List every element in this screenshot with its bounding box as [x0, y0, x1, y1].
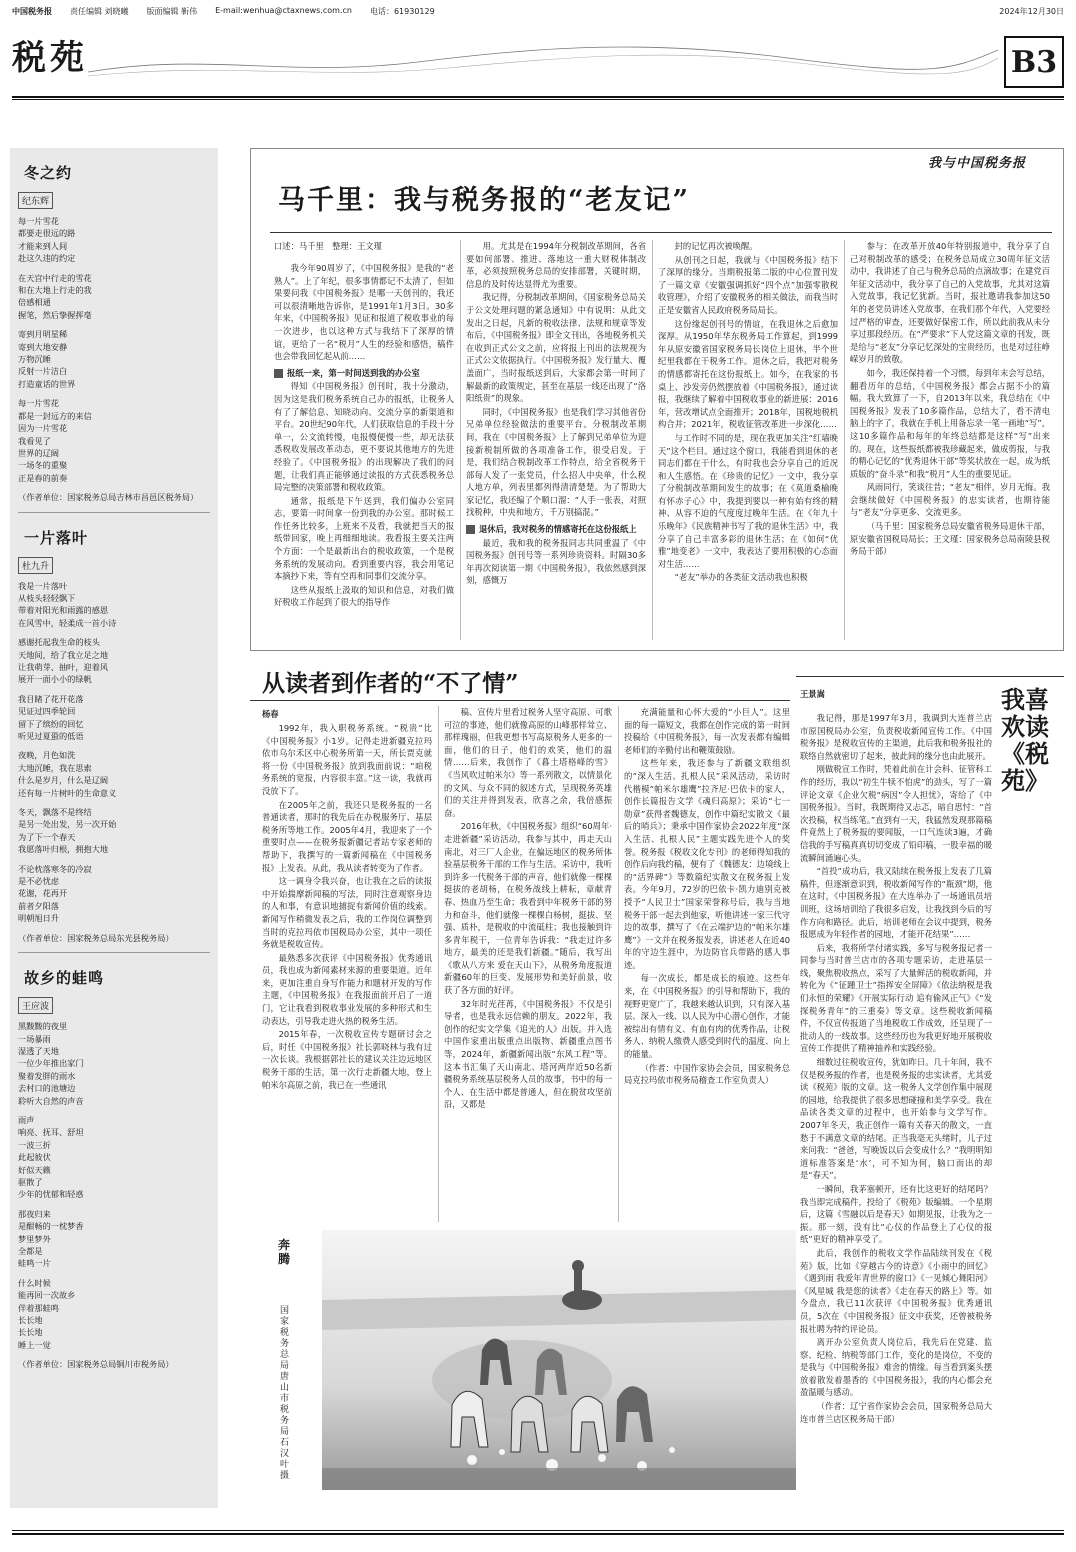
paragraph: 我记得，那是1997年3月，我调到大连普兰店市原国税局办公室，负责税收新闻宣传工作。《中国税务报》是税收宣传的主渠道，此后我和税务报社的联络自然就密切了起来，彼此间的缘分也由此展开。 [800, 713, 992, 761]
poem-line: 驱散了 [18, 1176, 43, 1187]
poem-title: 一片落叶 [24, 528, 89, 547]
header-rule [12, 96, 1064, 98]
title-rule [796, 676, 1064, 677]
poem-author: 纪东辉 [18, 192, 53, 209]
poem-line: 夜晚，月色如洗 [18, 750, 76, 761]
poem-line: 是酣畅的一枕梦香 [18, 1221, 84, 1232]
poem-line: 不论枕落寒冬的冷寂 [18, 863, 92, 874]
poem-line: 见证过四季轮回 [18, 706, 76, 717]
decorative-flourish [88, 32, 998, 82]
poem-line: 大地沉睡，我在思索 [18, 762, 92, 773]
paragraph: （作者：中国作家协会会员，国家税务总局克拉玛依市税务局稽查工作室负责人） [624, 1062, 790, 1086]
article-column [466, 240, 646, 640]
poem-line: 握笔，然后挚握挥毫 [18, 309, 92, 320]
paragraph: 刚做税宣工作时，凭着此前在计会科、征管科工作的经历，我以“初生牛犊不怕虎”的劲头，写了一篇评论文章《企业欠税“病因”令人担忧》，寄给了《中国税务报》。当时，我既期待又忐忑，暗自思忖：“首次投稿，权当练笔。”直到有一天，我猛然发现那篇稿件竟然上了税务报的要闻版，一口气连读3遍，才确信我的手写稿真真切切变成了铅印稿，一股幸福的暖流瞬间涌遍心头。 [800, 764, 992, 863]
poem-line: 响亮、抚耳、舒坦 [18, 1127, 84, 1138]
poem-line: 为了下一个春天 [18, 831, 76, 842]
paragraph: 每一次成长，都是成长的痕迹。这些年来，在《中国税务报》的引导和帮助下，我的视野更宽广了，我越来越认识到，只有深入基层、深入一线、以人民为中心潜心创作，才能被综出有情有义、有血有肉的优秀作品，让税务人、纳税人缴费人感受到时代的温度、向上的能量。 [624, 973, 790, 1060]
article-title: 马千里：我与税务报的“老友记” [278, 185, 691, 216]
poem-line: 冬天，飘落不是终结 [18, 807, 92, 818]
footer-rule [12, 1530, 1064, 1531]
poem-author: 王应波 [18, 997, 53, 1014]
article-column [624, 706, 790, 1222]
poem-column [10, 148, 218, 1508]
subheading-text: 报纸一来，第一时间送到我的办公室 [287, 367, 420, 378]
paragraph: 后来，我将所学付诸实践，多写与税务报记者一同参与当时普兰店市的各项专题采访，走进基层一线，聚焦税收热点，采写了大量鲜活的税收新闻，并转化为《“征踵卫士”指挥安全屏障》《依法纳税是我们永恒的荣耀》《开展实际行动 追有偷风正气》《“发探税务青年”的三重奏》等文章。这些税收新闻稿件，不仅宣传报道了当地税收工作成效，还呈现了一批动人的一线故事。这些经历也为我更好地开展税收宣传工作提供了精神抽养和实践经验。 [800, 942, 992, 1054]
poem-line: 我目睹了花开花落 [18, 693, 84, 704]
poem-line: 一场暴雨 [18, 1033, 51, 1044]
paragraph: 这份缘起创刊号的情谊，在我退休之后愈加深厚。从1950年华东税务局工作算起，到1999年从原安徽省国家税务局长岗位上退休，半个世纪里我都在干税务工作。退休之后，我把对税务的情感都寄托在这份报纸上。如今，在我家的书桌上、沙发旁仍然摆放着《中国税务报》，通过读报，我继续了解着中国税收事业的新进展：2016年，营改增试点全面推开；2018年，国税地税机构合并；2021年，税收征管改革进一步深化…… [658, 318, 838, 430]
poem-line: 一波三折 [18, 1139, 51, 1150]
paragraph: 稿、宣传片里看过税务人坚守高原、可歌可泣的事迹，他们就像高原的山峰那样耸立、那样瑰丽，但我更想书写高原税务人更多的一面，他们的日子，他们的欢笑，他们的温情……后来，我创作了《暮土塔格峰的雪》《当风吹过帕米尔》等一系列散文，以情景化的文风、与众不同的叙述方式，呈现税务英雄们的关注并得到发表，欣喜之余，我倍感振奋。 [444, 707, 612, 818]
article-column [850, 240, 1050, 640]
column-divider [844, 240, 845, 640]
phone: 电话：61930129 [369, 7, 435, 16]
article-column [800, 712, 992, 1522]
paragraph: 细数过往税收宣传，犹如昨日。几十年间，我不仅是税务报的作者，也是税务报的忠实读者，尤其爱读《税苑》版的文章。这一税务人文学创作集中展现的园地，给我提供了很多思想碰撞和美学享受。我在品读各类文章的过程中，也开始参与文学写作。2007年冬天，我正创作一篇有关春天的散文，一直愁于不满意文章的结尾。正当我毫无头绪时，儿子过来问我：“爸爸，写晚饭以后会变成什么？”我明明知道标准答案是‘水’，可不知为何，脑口而出的却是“春天”。 [800, 1057, 992, 1181]
poem-separator [18, 512, 210, 513]
paragraph: 通常，报纸是下午送到，我们偏办公室同志，要第一时间拿一份到我的办公室。那时候工作任务比较多，上班来不及看，我就把当天的报纸带回家，晚上再细细地读。我看报主要关注两个方面：一个是最新出台的税收政策，一个是税务系统的发展动向。看到重要内容，我会用笔记本摘抄下来，等有空再和同事们交流分享。 [274, 495, 454, 582]
poem-line: 明朝旭日升 [18, 913, 59, 924]
paragraph: 32年时光荏苒，《中国税务报》不仅是引导者，也是我永远信赖的朋友。2022年，我创作的纪实文学集《追光的人》出版。并入选中国作家重出版重点出版物、新疆重点图书等，2024年，新疆新闻出版“东风工程”等。这本书汇集了天山南北、塔河两岸近50名新疆税务系统基层税务人员的故事，书中的每一个人、在生活中都是普通人，但在脱贫攻坚前沿，又都是 [444, 998, 612, 1110]
paragraph: 一瞬间，我茅塞顿开，还有比这更好的结尾吗？我当即完成稿件，投给了《税苑》版编辑。一个星期后，这篇《雪融以后是春天》如期见报，让我为之一振。那一刻，没有比“心仪的作品登上了心仪的报纸”更好的精神享受了。 [800, 1183, 992, 1245]
poem-stanza [18, 863, 210, 925]
poem-line: 倍感相通 [18, 297, 51, 308]
poem-line: 展开一面小小的绿帆 [18, 674, 92, 685]
poem-line: 能再回一次故乡 [18, 1290, 76, 1301]
article-author: 杨春 [262, 709, 279, 719]
poem-line: 伴着那蛙鸣 [18, 1302, 59, 1313]
poem-line: 感谢托起我生命的枝头 [18, 637, 100, 648]
subheading [466, 523, 646, 536]
article-column [262, 722, 432, 1222]
paragraph: 与工作时不同的是，现在我更加关注“红墙晚天”这个栏目。通过这个窗口，我能看到退休的老同志们都在干什么，有时我也会分享自己的近况和人生感悟。在《珍贵的记忆》一文中，我分享了分税制改革期间发生的故事；在《莫道桑榆晚 有怀赤子心》中，我提到要以一种有始有终的精神、从容不迫的气度度过晚年生活。在《年九十 乐晚年》《民族精神书写了我的退休生活》中，我分享了自己丰富多彩的退休生活；在《如何“优雅”地变老》一文中，我表达了要用积极的心态面对生活…… [658, 432, 838, 569]
paragraph: 在2005年之前，我还只是税务报的一名普通读者，那时的我先后在办税服务厅、基层税务所等地工作。2005年4月，我迎来了一个重要时点——在税务报新疆记者站专家老师的帮助下，我撰写的一篇新闻稿在《中国税务报》上发表。从此，我从读者转变为了作者。 [262, 799, 432, 873]
paragraph: “首投”成功后，我又陆续在税务报上发表了几篇稿件，但逐渐意识到，税收新闻写作的“瓶颈”期，他在这时，《中国税务报》在大连举办了一场通讯员培训班，这场培训给了我很多启发，让我找到今后的写作方向和路径。此后，培训老师在会议中提到，税务报愿成为年轻作者的园地，才能开花结果”…… [800, 866, 992, 940]
poem-author-note: （作者单位：国家税务总局东光县税务局） [18, 932, 174, 943]
poem-line: 是不必忧虑 [18, 876, 59, 887]
paragraph: 我今年90周岁了，《中国税务报》是我的“老熟人”。上了年纪，很多事情都记不太清了，但如果要问我《中国税务报》是哪一天创刊的，我还可以很清晰地告诉你，是1991年1月3日。30多年来，《中国税务报》见证和报道了税收事业的每一次进步，也以这种方式与我结下了深厚的情谊，更给了一名“税月”人生的经验和感悟，稿件也会带我回忆起从前…… [274, 263, 454, 362]
poem-stanza [18, 1020, 210, 1107]
poem-stanza [18, 1114, 210, 1201]
header-rule-thin [12, 99, 1064, 100]
column-divider [460, 240, 461, 640]
paragraph: 得知《中国税务报》创刊时，我十分激动，因为这是我们税务系统自己办的报纸，让税务人有了了解信息、知晓动向、交流分享的新渠道和平台。20世纪90年代，人们获取信息的手段十分单一，公文流转慢，电报慢便慢一些，却无法获悉税收发展改革动态，更不要说其他地方的先进经验了。《中国税务报》的出现解决了我们的问题，让我们真正能够通过读报的方式获悉税务总局完整的决策部署和税收政策。 [274, 381, 454, 493]
poem-line: 我是一片落叶 [18, 580, 68, 591]
paragraph: 2015年春，一次税收宣传专题研讨会之后，时任《中国税务报》社长郭晓林与我有过一次长谈。我根据郭社长的建议关注边远地区税务干部的生活，第一次行走新疆大地，登上帕米尔高原之前，我已在一些通讯 [262, 1029, 432, 1090]
poem-line: 好似天籁 [18, 1164, 51, 1175]
paragraph: 这一调身令我兴奋，也让我在之后的读报中开始揣摩新闻稿的写法，同时注意观察身边的人和事，有意识地捕捉有新闻价值的线索。新闻写作稍微发表之后，我的工作岗位调整到当时的克拉玛依市国税局办公室，其中一项任务就是税收宣传。 [262, 876, 432, 950]
paragraph: 充满能量和心怀大爱的“小巨人”。这里面的每一篇短文，我都在创作完成的第一时间投稿给《中国税务报》，每一次发表都有编辑老师们的辛勤付出和鞭策鼓励。 [624, 707, 790, 755]
poem-line: 天地间，给了我立足之地 [18, 649, 109, 660]
poem-line: 睡上一觉 [18, 1339, 51, 1350]
poem-line: 每一片雪花 [18, 398, 59, 409]
poem-line: 寄到大地安静 [18, 341, 68, 352]
poem-line: 那夜归来 [18, 1208, 51, 1219]
poem-stanza [18, 693, 210, 743]
paragraph: 2016年秋，《中国税务报》组织“60周年·走进新疆”采访活动，我参与其中，再走天山南北，对三厂人企业，在偏远地区的税务所体验基层税务干部的工作与生活。采访中，我听到许多一代税务干部的声音，他们就像一棵棵挺拔的老胡杨，在税务战线上耕耘，章献青春、热血乃至生命；我看到中年税务干部的努力和奋斗，他们就像一棵棵白杨树，挺拔、坚强、质朴，是税收的中流砥柱；我也接触到许多青年税干，一位青年告诉我：“我走过许多地方，最美的还是我们新疆。”随后，我写出《歌从八方来 爱在天山下》，从税务角度报道新疆60年的巨变、发展形势和美好前景，收获了各方面的好评。 [444, 821, 612, 996]
issue-date: 2024年12月30日 [999, 7, 1064, 16]
article-column [274, 262, 454, 640]
poem-author-note: （作者单位：国家税务总局吉林市昌邑区税务局） [18, 492, 199, 503]
subheading [274, 367, 454, 380]
title-rule [250, 700, 790, 701]
poem-line: 我看见了 [18, 435, 51, 446]
poem-stanza [18, 1208, 210, 1270]
poem-line: 什么是岁月，什么是辽阔 [18, 775, 109, 786]
poem-line: 听见过夏蛩的低语 [18, 731, 84, 741]
paragraph: 离开办公室负责人岗位后，我先后在党建、监察、纪检、纳税等部门工作，变化的是岗位，不变的是我与《中国税务报》难舍的情缘。每当看到案头摆放着散发着墨香的《中国税务报》，我的内心都会充盈温暖与感动。 [800, 1337, 992, 1398]
poem-line: 万物沉睡 [18, 354, 51, 365]
poem-line: 什么时候 [18, 1277, 51, 1288]
poem-line: 我愿落叶归根，拥抱大地 [18, 844, 109, 855]
poem-line: 反射一片洁白 [18, 366, 68, 377]
poem-line: 和在大地上行走的我 [18, 285, 92, 296]
poem-line: 少年的忧郁和轻惑 [18, 1189, 84, 1200]
poem-line: 每一片雪花 [18, 216, 59, 226]
poem-stanza [18, 1277, 210, 1351]
poem-line: 是另一处出发，另一次开始 [18, 819, 117, 830]
poem-line: 因为一片雪花 [18, 423, 68, 434]
poem-line: 湿透了天地 [18, 1045, 59, 1056]
poem-line: 还有每一片树叶的生命意义 [18, 787, 117, 798]
poem-title: 故乡的蛙鸣 [24, 969, 105, 988]
paper-name: 中国税务报 [12, 7, 52, 16]
poem-stanza [18, 272, 210, 322]
poem-line: 打造童话的世界 [18, 378, 76, 389]
column-divider [618, 706, 619, 1222]
poem-line: 去村口的池塘边 [18, 1083, 76, 1094]
poem-line: 雨声 [18, 1114, 35, 1125]
subheading-text: 退休后，我对税务的情感寄托在这份报纸上 [479, 524, 637, 535]
poem-line: 黑黢黢的夜里 [18, 1021, 68, 1032]
page-number: B3 [1004, 36, 1064, 88]
paragraph: 如今，我还保持着一个习惯，每到年末会写总结，翻看历年的总结，《中国税务报》都会占据不小的篇幅。我大致算了一下，自2013年以来，我总结在《中国税务报》发表了10多篇作品，总结大了，看不清电脑上的字了，我就在手机上用备忘录一笔一画地“写”，这10多篇作品和每年的年终总结都是这样“写”出来的。现在，这些报纸都被我珍藏起来，做成剪报，与我的精心记忆的“优秀退休干部”等奖状放在一起，成为纸质版的“奋斗录”和我“税月”人生的重要见证。 [850, 367, 1050, 479]
poem-line: 全都是 [18, 1246, 43, 1256]
editor-credit: 责任编辑 刘晓曦 [70, 7, 129, 16]
poem-line: 才能来到人间 [18, 240, 68, 251]
photo-caption: 奔腾 [278, 1238, 291, 1266]
article-column [658, 240, 838, 640]
poem-line: 长长地 [18, 1315, 43, 1326]
paragraph: 参与：在改革开放40年特别报道中，我分享了自己对税制改革的感受；在税务总局成立30周年征文活动中，我讲述了自己与税务总局的点滴故事；在建党百年征文活动中，我分享了自己的入党故事，尤其对这篇入党故事，我记忆犹新。当时，报社邀请我参加这50年的老党员讲述入党故事，在我们那个年代，入党要经过严格的审查，还要做好保密工作，所以此前我从未分享过那段经历。在“严要求”下人党这篇文章的刊发，既是给与“老友”分享记忆深处的宝贵经历，也是对过往峥嵘岁月的致敬。 [850, 241, 1050, 365]
poem-line: 一场冬的重聚 [18, 460, 68, 471]
poem-line: 都是一封远方的来信 [18, 410, 92, 421]
paragraph: 封的记忆再次被唤醒。 [674, 241, 758, 251]
paragraph: 此后，我创作的税收文学作品陆续刊发在《税苑》版，比如《穿越古今的诗意》《小雨中的回忆》《遇到雨 我爱年青世界的窗口》《一见倾心舞阳河》《风星城 我是您的读者》《走在春天的路上》等。如今盘点，我已11次获评《中国税务报》优秀通讯员，5次在《中国税务报》征文中获奖，还曾被税务报社聘为特约评论员。 [800, 1247, 992, 1334]
poem-stanza [18, 328, 210, 390]
article-column [444, 706, 612, 1222]
poem-line: 正是春的前奏 [18, 472, 68, 483]
subheading-icon [466, 525, 475, 534]
poem-line: 梦里梦外 [18, 1233, 51, 1244]
poem-line: 从枝头轻轻飘下 [18, 592, 76, 603]
column-logo: 我与中国税务报 [928, 156, 1027, 171]
paragraph: 从创刊之日起，我就与《中国税务报》结下了深厚的缘分。当期税报第二版的中心位置刊发了一篇文章《安徽强调抓好“四个点”加强零散税收管理》，介绍了安徽税务的相关做法，而我当时正是安徽省人民政府税务局局长。 [658, 254, 838, 315]
section-title: 税苑 [12, 38, 88, 78]
poem-line: 此起彼伏 [18, 1152, 51, 1163]
poem-line: 在天宫中行走的雪花 [18, 272, 92, 283]
poem-stanza [18, 215, 210, 265]
poem-author-note: （作者单位：国家税务总局铜川市税务局） [18, 1359, 174, 1370]
paragraph: （作者：辽宁省作家协会会员，国家税务总局大连市普兰店区税务局干部） [800, 1401, 992, 1424]
title-rule [270, 232, 1052, 233]
paragraph: （马千里：国家税务总局安徽省税务局退休干部，原安徽省国税局局长；王文瑾：国家税务总局南陵县税务局干部） [850, 521, 1050, 557]
paragraph: 1992年，我入职税务系统。“税贵”比《中国税务报》小1岁。记得走进新疆克拉玛依市乌尔禾区中心税务所第一天，所长贾克就将一份《中国税务报》放到我面前说：“咱税务系统的宽报，内容很丰富。”这一读，我就再没放下了。 [262, 723, 432, 796]
poem-stanza [18, 397, 210, 484]
poem-line: 寄到月明星稀 [18, 329, 68, 340]
poem-line: 在风雪中，轻柔成一首小诗 [18, 617, 117, 628]
email: E-mail:wenhua@ctaxnews.com.cn [215, 6, 352, 15]
poem-line: 留下了缤纷的回忆 [18, 718, 84, 729]
article-author: 王景嵩 [800, 689, 825, 699]
paragraph: 用。尤其是在1994年分税制改革期间，各省要如何部署、推进、落地这一重大财税体制改革，必须按照税务总局的安排部署，关键时期，信息的及时传达显得尤为重要。 [466, 241, 646, 289]
poem-line: 世界的辽阔 [18, 447, 59, 458]
paragraph: “老友”举办的各类征文活动我也积极 [674, 572, 808, 583]
poem-line: 花谢，花再开 [18, 888, 68, 899]
poem-line: 长长地 [18, 1327, 43, 1338]
article-byline: 口述：马千里 整理：王文瑾 [274, 241, 382, 251]
footer-rule-thick [12, 1533, 1064, 1535]
poem-line: 让我萌芽、抽叶，迎着风 [18, 661, 109, 672]
poem-stanza [18, 749, 210, 799]
column-divider [438, 706, 439, 1222]
horses-photo [322, 1230, 796, 1490]
article-title: 从读者到作者的“不了情” [262, 670, 519, 697]
poem-stanza [18, 806, 210, 856]
poem-line: 赴这久违的约定 [18, 253, 76, 264]
poem-stanza [18, 636, 210, 686]
poem-separator [18, 952, 210, 953]
poem-title: 冬之约 [24, 164, 73, 182]
paragraph: 这些从报纸上汲取的知识和信息，对我们做好税收工作起到了很大的指导作 [274, 584, 454, 608]
article-title: 我喜欢读《税苑》 [1001, 685, 1049, 795]
paragraph: 同时，《中国税务报》也是我们学习其他省份兄弟单位经验做法的重要平台。分税制改革期间，我在《中国税务报》上了解到兄弟单位为迎接新税制所做的各项准备工作，很受启发。于是，我们结合税制改革工作特点，给全省税务干部每人发了一张党员，什么招人中央单，什么税人地方单，列表里都列得清清楚楚。为了帮助大家记忆，我还编了个顺口溜：“人手一张表，对照找税种，中央和地方，千万别搞混。” [466, 406, 646, 518]
paragraph: 最熟悉多次获评《中国税务报》优秀通讯员，我也成为新闻素材来源的重要渠道。近年来，更加注重自身写作能力和题材开发的写作主题，《中国税务报》在我报面前开启了一道门，它让我看到税收事业发展的多种形式和生动表达，引导我走进火热的税务生活。 [262, 952, 432, 1026]
photo-credit: 国家税务总局唐山市税务局 石汉叶 摄 [280, 1306, 299, 1481]
poem-line: 聆听大自然的声音 [18, 1095, 84, 1106]
paragraph: 这些年来，我还参与了新疆文联组织的“深入生活、扎根人民”采风活动，采访时代楷模“帕米尔雄鹰”拉齐尼·巴依卡的家人，创作长篇报告文学《魂归高原》；采访“七一勋章”获得者魏德友，创作中篇纪实散文《最后的哨兵》；秉承中国作家协会2022年度“深入生活、扎根人民”主题实践先进个人的奖誉。税务报《税收文化专刊》的老师得知我的创作后向我约稿，便有了《魏德友：边境线上的“活界碑”》等数篇纪实散文在税务报上发表。今年9月，72岁的巴依卡·凯力迪别克被授予“人民卫士”国家荣誉称号后，我与当地税务干部一起去到他家，听他讲述一家三代守边的故事，撰写了《在云端护边的“帕米尔雄鹰”》一文并在税务报发表，讲述老人在近40年的守边生涯中，为边防官兵带路的感人事迹。 [624, 758, 790, 970]
paragraph: 风雨同行，笑谈往昔；“老友”相伴，岁月无悔。我会继续做好《中国税务报》的忠实读者，也期待能与“老友”分享更多、交流更多。 [850, 482, 1050, 518]
poem-line: 都要走很远的路 [18, 228, 76, 239]
poem-line: 前者夕阳落 [18, 900, 59, 911]
paragraph: 最近，我和我的税务报同志共同重温了《中国税务报》创刊号等一系列珍贵资料。时隔30多年再次阅读第一期《中国税务报》，我依然感到深刻，感慨万 [466, 537, 646, 586]
poem-author: 杜九升 [18, 557, 53, 574]
poem-line: 聚着发胖的雨水 [18, 1070, 76, 1081]
subheading-icon [274, 369, 283, 378]
poem-line: 一位少年推出家门 [18, 1058, 84, 1069]
poem-stanza [18, 580, 210, 630]
column-divider [652, 240, 653, 640]
poem-line: 蛙鸣一片 [18, 1258, 51, 1269]
masthead [12, 6, 1064, 17]
paragraph: 我记得，分税制改革期间，《国家税务总局关于公文处理问题的紧急通知》中有说明：从此文发出之日起，凡新的税收法律、法规和规章等发布后，《中国税务报》即全文刊出，各地税务机关在收到正式公文之前，应将报上刊出的法规视为正式公文依据执行。《中国税务报》发行量大、覆盖面广，当时报纸送到后，大家都会第一时间了解最新的政策规定，甚至在基层一线还出现了“洛阳纸贵”的现象。 [466, 292, 646, 404]
layout-credit: 版面编辑 靳伟 [146, 7, 198, 16]
poem-line: 带着对阳光和雨露的感恩 [18, 605, 109, 616]
